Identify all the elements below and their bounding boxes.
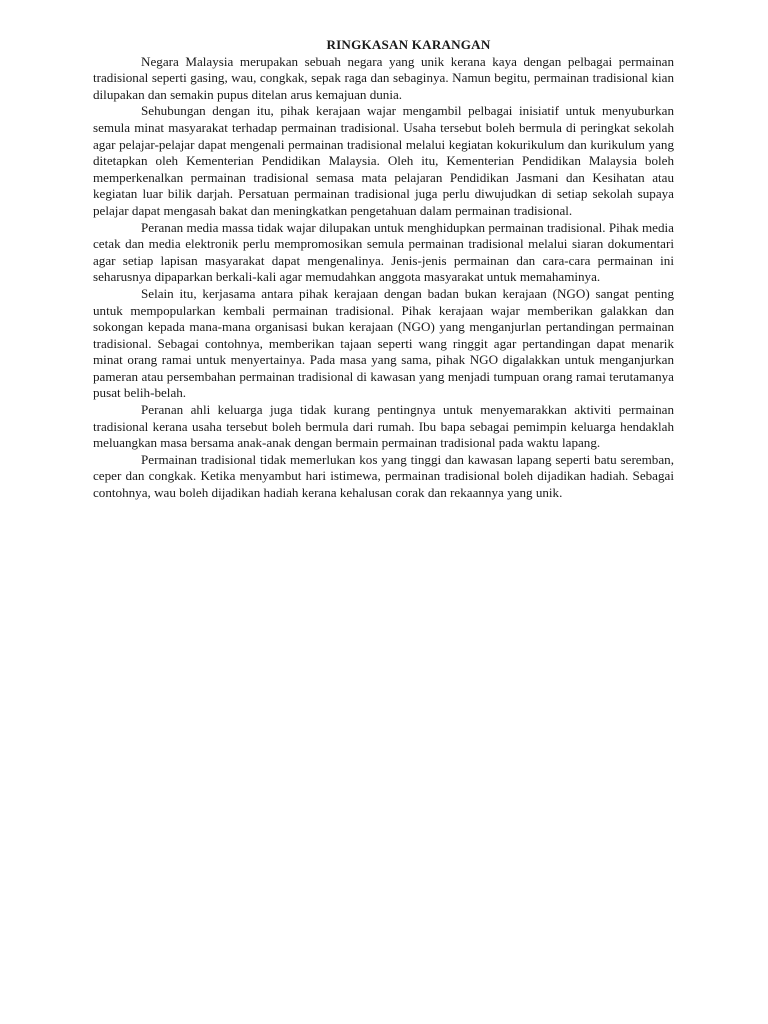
paragraph-media: Peranan media massa tidak wajar dilupakan untuk menghidupkan permainan tradisional. Pihak media cetak dan media elektronik perlu mempromosikan semula permainan tradisional melalui siaran dokumentari agar setiap lapisan masyarakat dapat mengenalinya. Jenis-jenis permainan dan cara-cara permainan ini seharusnya dipaparkan berkali-kali agar memudahkan anggota masyarakat untuk memahaminya. — [93, 219, 674, 285]
paragraph-intro: Negara Malaysia merupakan sebuah negara yang unik kerana kaya dengan pelbagai permainan tradisional seperti gasing, wau, congkak, sepak raga dan sebaginya. Namun begitu, permainan tradisional kian dilupakan dan semakin pupus ditelan arus kemajuan dunia. — [93, 53, 674, 102]
document-title: RINGKASAN KARANGAN — [326, 37, 491, 52]
document-page — [93, 37, 674, 502]
paragraph-conclusion: Permainan tradisional tidak memerlukan kos yang tinggi dan kawasan lapang seperti batu seremban, ceper dan congkak. Ketika menyambut hari istimewa, permainan tradisional boleh dijadikan hadiah. Sebagai contohnya, wau boleh dijadikan hadiah kerana kehalusan corak dan rekaannya yang unik. — [93, 451, 674, 501]
paragraph-ngo: Selain itu, kerjasama antara pihak kerajaan dengan badan bukan kerajaan (NGO) sangat penting untuk mempopularkan kembali permainan tradisional. Pihak kerajaan wajar memberikan galakkan dan sokongan kepada mana-mana organisasi bukan kerajaan (NGO) yang menganjurlan pertandingan permainan tradisional. Sebagai contohnya, memberikan tajaan seperti wang ringgit agar pertandingan dapat menarik minat orang ramai untuk menyertainya. Pada masa yang sama, pihak NGO digalakkan untuk menganjurkan pameran atau persembahan permainan tradisional di kawasan yang menjadi tumpuan orang ramai terutamanya pusat belih-belah. — [93, 285, 674, 401]
paragraph-family: Peranan ahli keluarga juga tidak kurang pentingnya untuk menyemarakkan aktiviti permainan tradisional kerana usaha tersebut boleh bermula dari rumah. Ibu bapa sebagai pemimpin keluarga hendaklah meluangkan masa bersama anak-anak dengan bermain permainan tradisional pada waktu lapang. — [93, 402, 674, 451]
paragraph-government: Sehubungan dengan itu, pihak kerajaan wajar mengambil pelbagai inisiatif untuk menyuburkan semula minat masyarakat terhadap permainan tradisional. Usaha tersebut boleh bermula di peringkat sekolah agar pelajar-pelajar dapat mengenali permainan tradisional melalui kegiatan kokurikulum dan kurikulum yang ditetapkan oleh Kementerian Pendidikan Malaysia. Oleh itu, Kementerian Pendidikan Malaysia boleh memperkenalkan permainan tradisional semasa mata pelajaran Pendidikan Jasmani dan Kesihatan atau kegiatan luar bilik darjah. Persatuan permainan tradisional juga perlu diwujudkan di setiap sekolah supaya pelajar dapat mengasah bakat dan meningkatkan pengetahuan dalam permainan tradisional. — [93, 103, 674, 218]
